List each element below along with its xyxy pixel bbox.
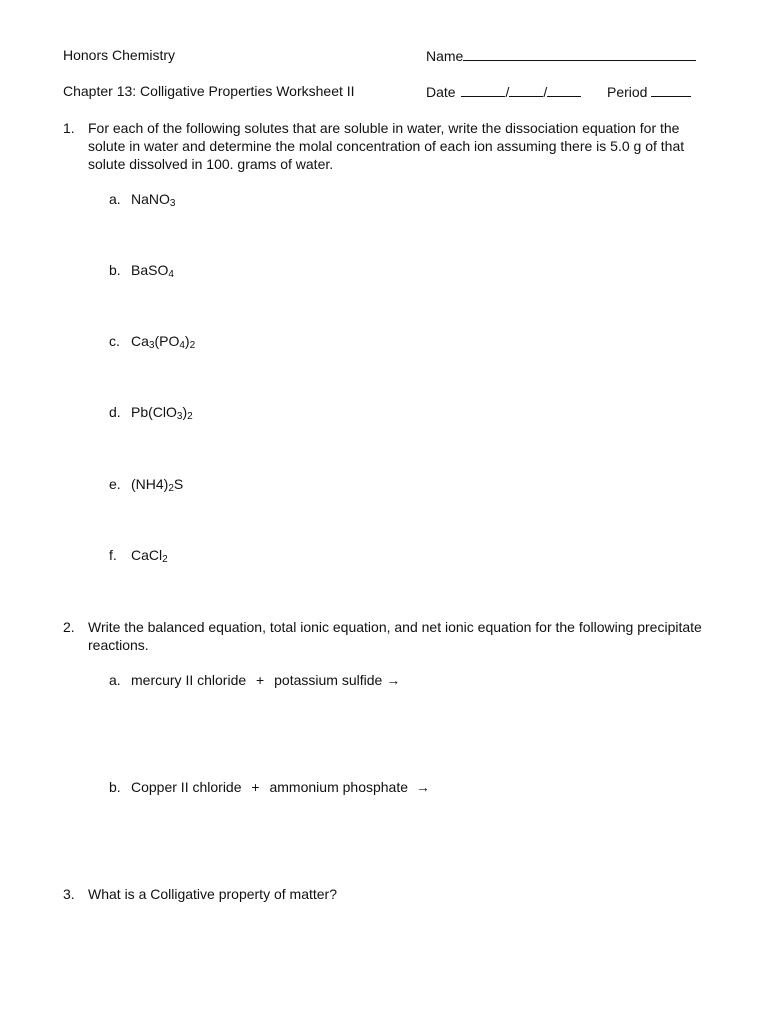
reactant: potassium sulfide <box>274 672 383 688</box>
name-label: Name <box>426 48 464 64</box>
item-letter: f. <box>109 547 117 563</box>
item-letter: d. <box>109 404 121 420</box>
chapter-title: Chapter 13: Colligative Properties Worksheet II <box>63 83 355 99</box>
solute-item: e. $(NH4)_2S$ <box>109 476 184 494</box>
name-field[interactable] <box>426 47 696 65</box>
date-month-blank[interactable] <box>461 83 505 97</box>
arrow-icon: → <box>386 672 401 688</box>
question-number: 1. <box>63 120 75 136</box>
arrow-icon: → <box>415 779 430 795</box>
solute-item: a. NaNO$_3$ <box>109 191 176 209</box>
date-separator: / <box>505 84 510 100</box>
period-blank[interactable] <box>651 83 691 97</box>
question-text: Write the balanced equation, total ionic equation, and net ionic equation for the following precipitate reactions. <box>88 619 702 653</box>
date-day-blank[interactable] <box>509 83 543 97</box>
solute-item: c. $Ca_3(PO_4)_2$ <box>109 333 196 351</box>
question-number: 3. <box>63 886 75 902</box>
reactant: Copper II chloride <box>131 779 242 795</box>
reactant: ammonium phosphate <box>269 779 409 795</box>
solute-item: b. BaSO$_4$ <box>109 262 174 280</box>
item-letter: b. <box>109 262 121 278</box>
solute-item: d. $Pb(ClO_3)_2$ <box>109 404 193 422</box>
date-label: Date <box>426 84 456 100</box>
date-separator: / <box>543 84 548 100</box>
question-text: For each of the following solutes that are soluble in water, write the dissociation equation for the solute in water and determine the molal concentration of each ion assuming there is 5.0 g of that solute dissolved in 100. grams of water. <box>88 120 685 172</box>
period-field[interactable] <box>607 83 691 101</box>
item-letter: a. <box>109 191 121 207</box>
period-label: Period <box>607 84 648 100</box>
item-letter: e. <box>109 476 121 492</box>
question-number: 2. <box>63 619 75 635</box>
item-letter: a. <box>109 672 121 688</box>
name-blank[interactable] <box>463 47 696 61</box>
plus-sign: + <box>251 779 260 795</box>
plus-sign: + <box>256 672 265 688</box>
reaction-item <box>109 672 400 689</box>
question-text: What is a Colligative property of matter? <box>88 886 337 902</box>
course-title: Honors Chemistry <box>63 47 176 63</box>
date-field[interactable] <box>426 83 581 101</box>
solute-item: f. CaCl$_2$ <box>109 547 168 565</box>
item-letter: c. <box>109 333 120 349</box>
reaction-item <box>109 779 430 796</box>
date-year-blank[interactable] <box>547 83 581 97</box>
reactant: mercury II chloride <box>131 672 247 688</box>
item-letter: b. <box>109 779 121 795</box>
